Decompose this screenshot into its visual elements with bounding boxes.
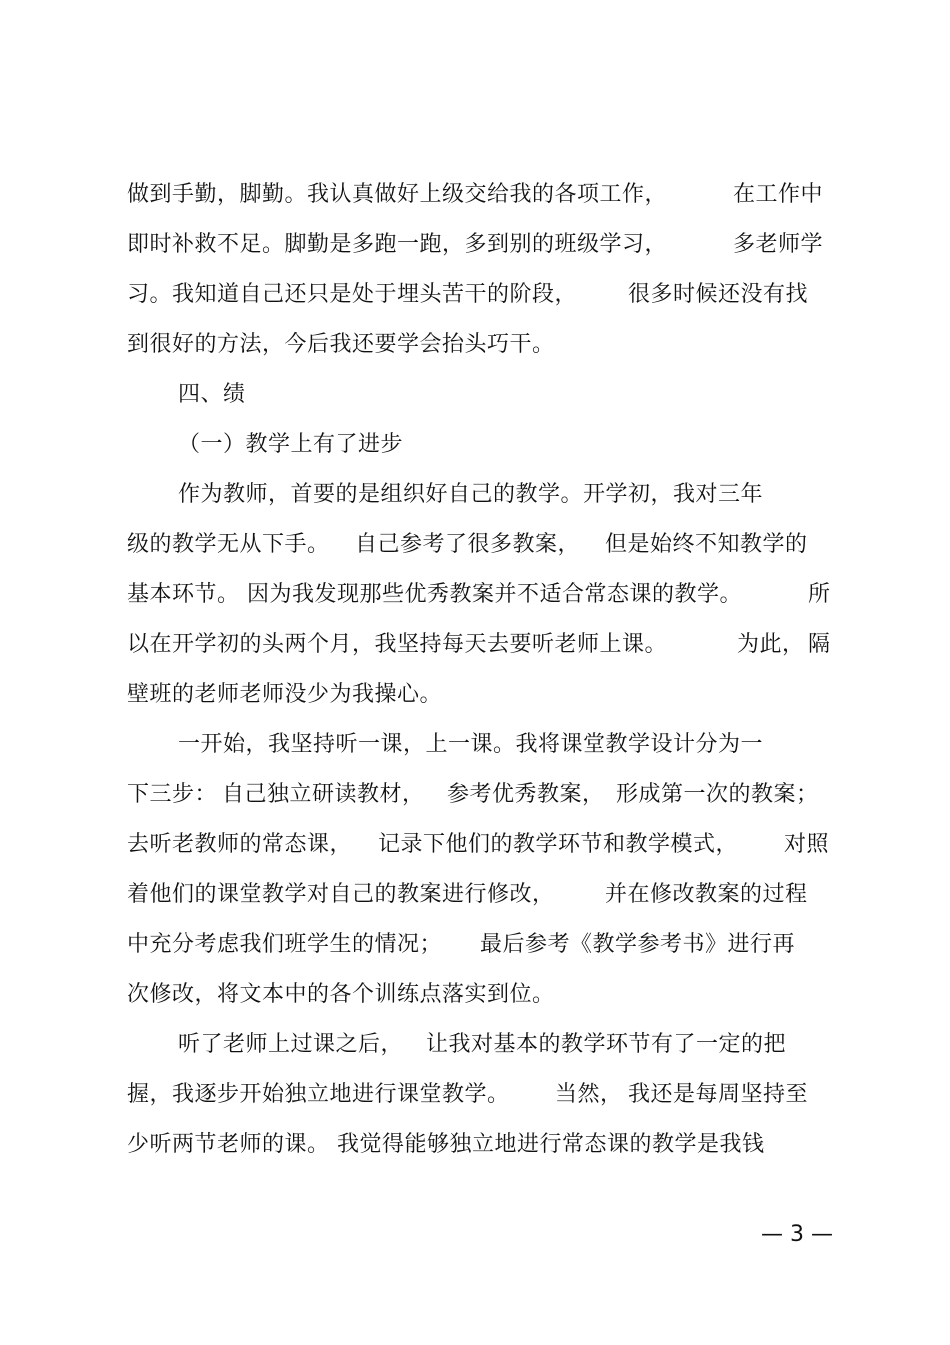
text-segment: 壁班的老师老师没少为我操心。 bbox=[127, 682, 443, 707]
text-segment: 下三步： bbox=[127, 782, 218, 807]
text-segment: 着他们的课堂教学对自己的教案进行修改， bbox=[127, 882, 555, 907]
text-segment: 作为教师，首要的是组织好自己的教学。开学初，我对三年 bbox=[178, 482, 764, 507]
text-segment: 基本环节。 因为我发现那些优秀教案并不适合常态课的教学。 bbox=[127, 582, 742, 607]
text-segment: 形成第一次的教案； bbox=[616, 782, 819, 807]
text-segment: 多老师学 bbox=[733, 232, 824, 257]
text-segment: 级的教学无从下手。 bbox=[127, 532, 330, 557]
text-segment: 为此， bbox=[737, 632, 805, 657]
text-segment: 最后参考《教学参考书》进行再 bbox=[480, 932, 796, 957]
text-segment: 四、绩 bbox=[178, 382, 246, 407]
text-segment: 以在开学初的头两个月，我坚持每天去要听老师上课。 bbox=[127, 632, 668, 657]
text-segment: 记录下他们的教学环节和教学模式， bbox=[378, 832, 739, 857]
text-segment: 但是始终不知教学的 bbox=[605, 532, 808, 557]
text-segment: 做到手勤，脚勤。我认真做好上级交给我的各项工作， bbox=[127, 182, 668, 207]
text-segment: 少听两节老师的课。 我觉得能够独立地进行常态课的教学是我钱 bbox=[127, 1132, 765, 1157]
text-segment: 到很好的方法，今后我还要学会抬头巧干。 bbox=[127, 332, 555, 357]
text-segment: 在工作中 bbox=[733, 182, 824, 207]
text-segment: 去听老教师的常态课， bbox=[127, 832, 353, 857]
text-segment: 握，我逐步开始独立地进行课堂教学。 bbox=[127, 1082, 510, 1107]
text-segment: 自己独立研读教材， bbox=[222, 782, 425, 807]
text-segment: 隔 bbox=[808, 632, 831, 657]
text-segment: 自己参考了很多教案， bbox=[355, 532, 581, 557]
text-segment: 让我对基本的教学环节有了一定的把 bbox=[426, 1032, 787, 1057]
text-segment: 当然， bbox=[555, 1082, 623, 1107]
text-segment: 我还是每周坚持至 bbox=[628, 1082, 809, 1107]
text-segment: 一开始，我坚持听一课，上一课。我将课堂教学设计分为一 bbox=[178, 732, 764, 757]
page-number: — 3 — bbox=[761, 1222, 833, 1247]
text-segment: 习。我知道自己还只是处于埋头苦干的阶段， bbox=[127, 282, 578, 307]
text-segment: （一）教学上有了进步 bbox=[178, 432, 404, 457]
text-segment: 所 bbox=[808, 582, 831, 607]
text-segment: 听了老师上过课之后， bbox=[178, 1032, 404, 1057]
text-segment: 很多时候还没有找 bbox=[628, 282, 809, 307]
text-segment: 次修改，将文本中的各个训练点落实到位。 bbox=[127, 982, 555, 1007]
text-segment: 并在修改教案的过程 bbox=[605, 882, 808, 907]
text-segment: 参考优秀教案， bbox=[447, 782, 605, 807]
text-segment: 即时补救不足。脚勤是多跑一跑，多到别的班级学习， bbox=[127, 232, 668, 257]
text-segment: 中充分考虑我们班学生的情况； bbox=[127, 932, 443, 957]
text-segment: 对照 bbox=[784, 832, 830, 857]
